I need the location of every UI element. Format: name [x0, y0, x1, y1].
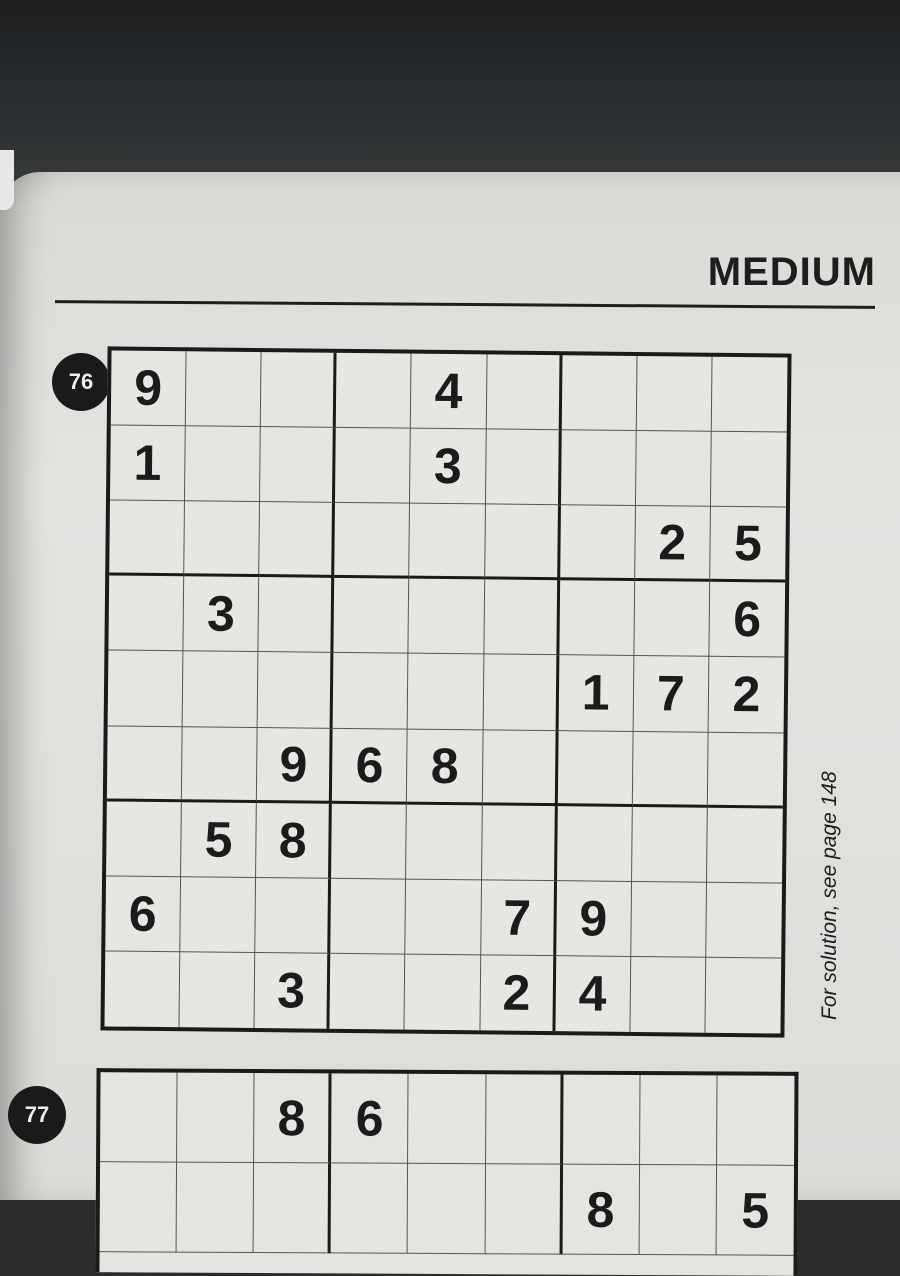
sudoku-cell [639, 1165, 717, 1255]
sudoku-cell: 2 [480, 955, 556, 1031]
sudoku-cell [409, 579, 485, 655]
puzzle-number-badge: 76 [52, 353, 110, 411]
sudoku-cell [482, 805, 558, 881]
sudoku-cell [261, 352, 337, 428]
sudoku-cell: 8 [254, 1073, 332, 1163]
sudoku-cell [334, 578, 410, 654]
puzzle-number-badge-77: 77 [8, 1086, 66, 1144]
desk-background [0, 0, 900, 200]
solution-note: For solution, see page 148 [818, 771, 841, 1020]
sudoku-cell [482, 730, 558, 806]
sudoku-cell: 8 [562, 1165, 640, 1255]
sudoku-cell [107, 726, 183, 802]
sudoku-cell: 5 [181, 802, 257, 878]
sudoku-cell [182, 727, 258, 803]
sudoku-cell: 9 [111, 350, 187, 426]
sudoku-cell [184, 501, 260, 577]
sudoku-cell [631, 882, 707, 958]
sudoku-cell [486, 1074, 564, 1164]
sudoku-cell [336, 353, 412, 429]
sudoku-cell: 3 [410, 429, 486, 505]
sudoku-cell [484, 580, 560, 656]
sudoku-cell: 1 [558, 656, 634, 732]
sudoku-cell: 4 [555, 956, 631, 1032]
sudoku-cell [632, 807, 708, 883]
sudoku-cell [408, 1074, 486, 1164]
sudoku-cell [636, 431, 712, 507]
sudoku-cell: 5 [716, 1165, 794, 1255]
sudoku-cell [406, 804, 482, 880]
sudoku-cell [104, 951, 180, 1027]
sudoku-cell [405, 954, 481, 1030]
sudoku-cell [559, 581, 635, 657]
sudoku-cell [177, 1163, 255, 1253]
sudoku-cell [557, 731, 633, 807]
sudoku-cell [561, 430, 637, 506]
sudoku-cell [630, 957, 706, 1033]
sudoku-cell [561, 355, 637, 431]
sudoku-cell [109, 501, 185, 577]
sudoku-cell [106, 801, 182, 877]
sudoku-cell [717, 1075, 795, 1165]
sudoku-cell [557, 806, 633, 882]
sudoku-cell [180, 877, 256, 953]
sudoku-cell [707, 807, 783, 883]
sudoku-cell [335, 428, 411, 504]
sudoku-cell [335, 503, 411, 579]
sudoku-cell [100, 1072, 178, 1162]
sudoku-cell: 4 [411, 354, 487, 430]
sudoku-cell: 3 [255, 953, 331, 1029]
sudoku-cell: 2 [708, 657, 784, 733]
sudoku-cell [486, 354, 562, 430]
sudoku-cell [712, 357, 788, 433]
sudoku-cell [260, 427, 336, 503]
sudoku-cell [633, 732, 709, 808]
page-edge [0, 150, 14, 210]
sudoku-cell [183, 652, 259, 728]
sudoku-cell: 2 [635, 506, 711, 582]
sudoku-cell [408, 1164, 486, 1254]
sudoku-cell [560, 505, 636, 581]
sudoku-cell [711, 432, 787, 508]
sudoku-cell: 3 [184, 577, 260, 653]
sudoku-cell: 6 [331, 1073, 409, 1163]
sudoku-cell [333, 653, 409, 729]
sudoku-cell [483, 655, 559, 731]
sudoku-cell: 6 [105, 876, 181, 952]
sudoku-cell [177, 1073, 255, 1163]
sudoku-cell [406, 879, 482, 955]
sudoku-cell: 5 [710, 507, 786, 583]
sudoku-cell: 9 [257, 728, 333, 804]
sudoku-cell [180, 952, 256, 1028]
sudoku-cell: 9 [556, 881, 632, 957]
sudoku-cell: 6 [709, 582, 785, 658]
sudoku-cell: 8 [407, 729, 483, 805]
sudoku-cell [259, 502, 335, 578]
sudoku-cell: 6 [332, 728, 408, 804]
difficulty-heading: MEDIUM [707, 250, 876, 294]
sudoku-cell [330, 954, 406, 1030]
sudoku-cell [331, 1163, 409, 1253]
sudoku-cell [255, 878, 331, 954]
sudoku-cell [259, 577, 335, 653]
sudoku-cell [108, 576, 184, 652]
sudoku-cell [706, 883, 782, 959]
sudoku-cell [634, 581, 710, 657]
sudoku-cell: 7 [481, 880, 557, 956]
sudoku-cell [258, 652, 334, 728]
sudoku-cell [185, 426, 261, 502]
sudoku-cell [100, 1162, 178, 1252]
sudoku-cell: 7 [633, 656, 709, 732]
sudoku-cell [708, 732, 784, 808]
sudoku-cell: 8 [256, 803, 332, 879]
sudoku-cell [640, 1075, 718, 1165]
sudoku-cell [408, 654, 484, 730]
sudoku-cell [410, 504, 486, 580]
sudoku-cell [637, 356, 713, 432]
sudoku-cell [331, 879, 407, 955]
sudoku-cell [485, 505, 561, 581]
sudoku-cell [563, 1075, 641, 1165]
sudoku-cell [705, 958, 781, 1034]
sudoku-grid-76 [100, 346, 791, 1037]
sudoku-cell [254, 1163, 332, 1253]
sudoku-cell [108, 651, 184, 727]
sudoku-grid-77 [95, 1068, 798, 1276]
sudoku-cell [485, 1164, 563, 1254]
sudoku-cell: 1 [110, 426, 186, 502]
sudoku-cell [331, 803, 407, 879]
sudoku-cell [186, 351, 262, 427]
sudoku-cell [486, 430, 562, 506]
